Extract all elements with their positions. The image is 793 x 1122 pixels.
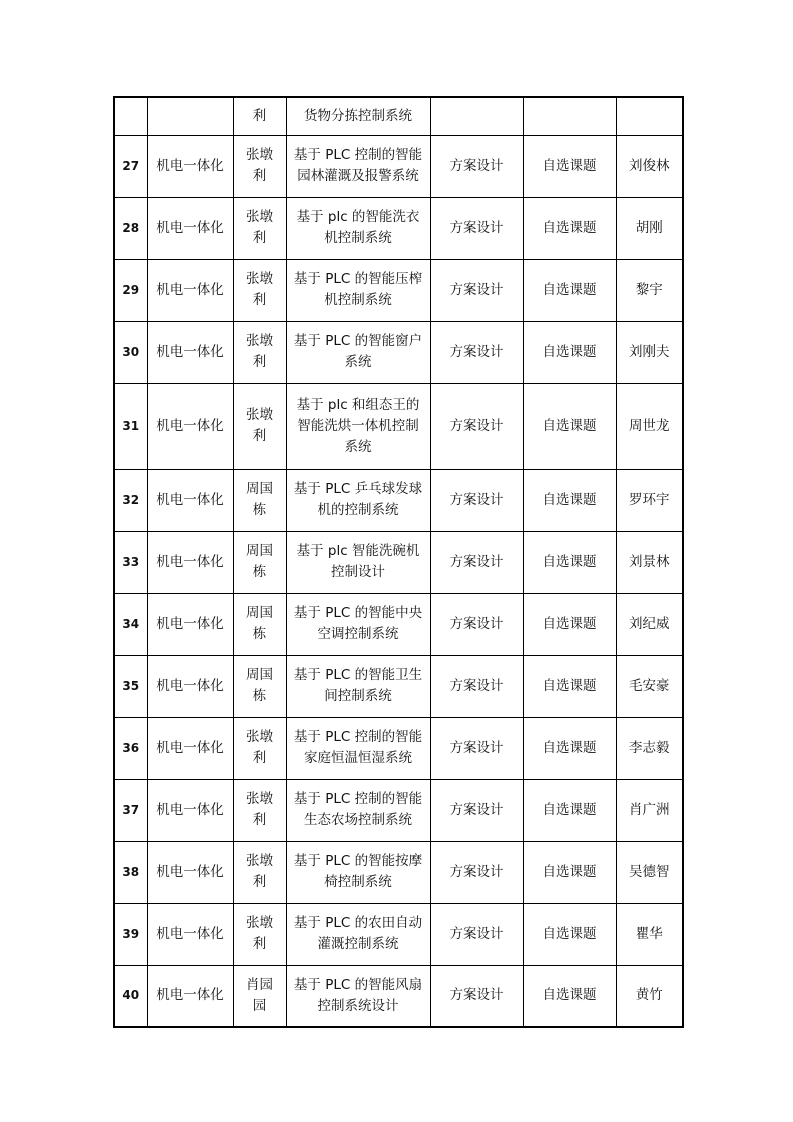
advisor-cell-line: 张墩 <box>246 729 273 745</box>
student-name-cell <box>616 97 683 135</box>
topic-source-cell: 自选课题 <box>523 655 616 717</box>
advisor-cell <box>233 903 286 965</box>
topic-type-cell: 方案设计 <box>430 259 523 321</box>
topic-type-cell: 方案设计 <box>430 841 523 903</box>
topic-title-cell-line: 基于 plc 的智能洗衣 <box>296 209 420 225</box>
topic-title-cell-line: 基于 plc 和组态王的 <box>296 396 420 413</box>
table-row <box>114 903 683 965</box>
major-cell <box>147 97 233 135</box>
topic-source-cell: 自选课题 <box>523 531 616 593</box>
topic-title-cell-line: 系统 <box>344 354 372 370</box>
topic-source-cell: 自选课题 <box>523 903 616 965</box>
student-name-cell: 肖广洲 <box>616 779 683 841</box>
topic-title-cell-line: 机控制系统 <box>324 230 392 246</box>
topic-source-cell: 自选课题 <box>523 965 616 1027</box>
advisor-cell <box>233 97 286 135</box>
topic-title-cell-line: 控制设计 <box>331 564 385 580</box>
advisor-cell <box>233 135 286 197</box>
topic-title-cell <box>286 321 430 383</box>
student-name-cell: 毛安豪 <box>616 655 683 717</box>
row-number-cell: 34 <box>114 593 147 655</box>
topic-title-cell-line: 系统 <box>344 438 372 455</box>
table-row <box>114 383 683 469</box>
row-number-cell: 30 <box>114 321 147 383</box>
major-cell: 机电一体化 <box>147 135 233 197</box>
topic-title-cell <box>286 197 430 259</box>
topic-source-cell: 自选课题 <box>523 779 616 841</box>
advisor-cell-line: 利 <box>252 812 267 828</box>
topic-title-cell-line: 智能洗烘一体机控制 <box>297 417 419 434</box>
major-cell: 机电一体化 <box>147 655 233 717</box>
topic-title-cell-line: 生态农场控制系统 <box>304 812 412 828</box>
advisor-cell <box>233 655 286 717</box>
topic-title-cell-line: 基于 PLC 的智能按摩 <box>293 853 423 869</box>
advisor-cell <box>233 383 286 469</box>
table-row <box>114 321 683 383</box>
topic-title-cell-line: 灌溉控制系统 <box>317 936 399 952</box>
topic-source-cell: 自选课题 <box>523 135 616 197</box>
student-name-cell: 刘俊林 <box>616 135 683 197</box>
topic-title-cell-line: 间控制系统 <box>324 688 392 704</box>
topic-source-cell: 自选课题 <box>523 321 616 383</box>
topic-title-cell-line: 园林灌溉及报警系统 <box>297 168 419 184</box>
topic-title-cell-line: 基于 PLC 控制的智能 <box>293 729 423 745</box>
major-cell: 机电一体化 <box>147 841 233 903</box>
topic-source-cell: 自选课题 <box>523 259 616 321</box>
major-cell: 机电一体化 <box>147 383 233 469</box>
topic-title-cell <box>286 531 430 593</box>
advisor-cell-line: 张墩 <box>246 853 273 869</box>
row-number-cell: 27 <box>114 135 147 197</box>
topic-title-cell-line: 货物分拣控制系统 <box>304 107 412 124</box>
topic-title-cell-line: 基于 PLC 控制的智能 <box>293 147 423 163</box>
topic-title-cell-line: 基于 PLC 控制的智能 <box>293 791 423 807</box>
topic-type-cell <box>430 97 523 135</box>
topic-title-cell-line: 机的控制系统 <box>317 502 399 518</box>
advisor-cell-line: 肖园 <box>246 976 273 993</box>
student-name-cell: 胡刚 <box>616 197 683 259</box>
major-cell: 机电一体化 <box>147 259 233 321</box>
advisor-cell-line: 张墩 <box>246 407 273 423</box>
topic-type-cell: 方案设计 <box>430 903 523 965</box>
advisor-cell-line: 周国 <box>246 667 273 683</box>
advisor-cell-line: 栋 <box>252 688 267 704</box>
advisor-cell-line: 张墩 <box>246 791 273 807</box>
table-row <box>114 717 683 779</box>
student-name-cell: 李志毅 <box>616 717 683 779</box>
row-number-cell: 32 <box>114 469 147 531</box>
table-row <box>114 259 683 321</box>
row-number-cell: 40 <box>114 965 147 1027</box>
major-cell: 机电一体化 <box>147 903 233 965</box>
advisor-cell-line: 利 <box>252 750 267 766</box>
advisor-cell <box>233 779 286 841</box>
topic-title-cell <box>286 903 430 965</box>
student-name-cell: 黎宇 <box>616 259 683 321</box>
advisor-cell <box>233 469 286 531</box>
major-cell: 机电一体化 <box>147 469 233 531</box>
topic-table <box>113 96 684 1028</box>
advisor-cell-line: 张墩 <box>246 271 273 287</box>
advisor-cell-line: 利 <box>252 292 267 308</box>
table-row <box>114 135 683 197</box>
topic-title-cell-line: 基于 PLC 的农田自动 <box>293 915 423 931</box>
topic-type-cell: 方案设计 <box>430 965 523 1027</box>
row-number-cell: 29 <box>114 259 147 321</box>
advisor-cell-line: 利 <box>252 168 267 184</box>
topic-source-cell: 自选课题 <box>523 593 616 655</box>
table-row <box>114 779 683 841</box>
advisor-cell-line: 周国 <box>246 605 273 621</box>
row-number-cell: 35 <box>114 655 147 717</box>
major-cell: 机电一体化 <box>147 197 233 259</box>
row-number-cell: 36 <box>114 717 147 779</box>
row-number-cell <box>114 97 147 135</box>
topic-title-cell <box>286 655 430 717</box>
student-name-cell: 刘刚夫 <box>616 321 683 383</box>
table-row <box>114 593 683 655</box>
topic-title-cell <box>286 469 430 531</box>
table-row <box>114 655 683 717</box>
advisor-cell-line: 周国 <box>246 543 273 559</box>
topic-source-cell: 自选课题 <box>523 469 616 531</box>
advisor-cell-line: 栋 <box>252 564 267 580</box>
advisor-cell <box>233 259 286 321</box>
topic-type-cell: 方案设计 <box>430 531 523 593</box>
table-row <box>114 841 683 903</box>
student-name-cell: 刘景林 <box>616 531 683 593</box>
table-body <box>114 97 683 1027</box>
topic-title-cell-line: 基于 PLC 的智能压榨 <box>293 271 423 287</box>
topic-title-cell <box>286 259 430 321</box>
major-cell: 机电一体化 <box>147 531 233 593</box>
student-name-cell: 周世龙 <box>616 383 683 469</box>
topic-title-cell-line: 椅控制系统 <box>324 874 392 890</box>
topic-type-cell: 方案设计 <box>430 135 523 197</box>
advisor-cell-line: 栋 <box>252 626 267 642</box>
topic-type-cell: 方案设计 <box>430 779 523 841</box>
row-number-cell: 33 <box>114 531 147 593</box>
advisor-cell-line: 张墩 <box>246 915 273 931</box>
advisor-cell-line: 利 <box>252 428 267 444</box>
topic-type-cell: 方案设计 <box>430 197 523 259</box>
student-name-cell: 黄竹 <box>616 965 683 1027</box>
advisor-cell <box>233 965 286 1027</box>
topic-type-cell: 方案设计 <box>430 717 523 779</box>
topic-source-cell: 自选课题 <box>523 383 616 469</box>
row-number-cell: 38 <box>114 841 147 903</box>
table-row <box>114 97 683 135</box>
row-number-cell: 31 <box>114 383 147 469</box>
topic-title-cell-line: 基于 PLC 的智能卫生 <box>293 667 423 683</box>
advisor-cell-line: 利 <box>252 107 267 124</box>
advisor-cell <box>233 717 286 779</box>
topic-title-cell <box>286 965 430 1027</box>
student-name-cell: 瞿华 <box>616 903 683 965</box>
topic-title-cell-line: 基于 PLC 的智能风扇 <box>293 976 423 993</box>
advisor-cell <box>233 197 286 259</box>
topic-source-cell: 自选课题 <box>523 197 616 259</box>
topic-title-cell <box>286 717 430 779</box>
advisor-cell <box>233 321 286 383</box>
advisor-cell-line: 张墩 <box>246 209 273 225</box>
topic-title-cell-line: 家庭恒温恒湿系统 <box>304 750 412 766</box>
table-row <box>114 197 683 259</box>
row-number-cell: 28 <box>114 197 147 259</box>
advisor-cell-line: 栋 <box>252 502 267 518</box>
row-number-cell: 39 <box>114 903 147 965</box>
major-cell: 机电一体化 <box>147 321 233 383</box>
topic-title-cell-line: 控制系统设计 <box>317 997 399 1014</box>
topic-title-cell <box>286 135 430 197</box>
table-row <box>114 965 683 1027</box>
topic-type-cell: 方案设计 <box>430 655 523 717</box>
topic-type-cell: 方案设计 <box>430 593 523 655</box>
major-cell: 机电一体化 <box>147 593 233 655</box>
advisor-cell-line: 利 <box>252 936 267 952</box>
topic-source-cell: 自选课题 <box>523 841 616 903</box>
student-name-cell: 刘纪威 <box>616 593 683 655</box>
topic-title-cell <box>286 383 430 469</box>
topic-title-cell <box>286 779 430 841</box>
advisor-cell-line: 张墩 <box>246 333 273 349</box>
student-name-cell: 罗环宇 <box>616 469 683 531</box>
major-cell: 机电一体化 <box>147 717 233 779</box>
topic-type-cell: 方案设计 <box>430 321 523 383</box>
topic-title-cell <box>286 97 430 135</box>
student-name-cell: 吴德智 <box>616 841 683 903</box>
topic-type-cell: 方案设计 <box>430 383 523 469</box>
topic-title-cell <box>286 841 430 903</box>
advisor-cell-line: 园 <box>252 997 267 1014</box>
topic-source-cell <box>523 97 616 135</box>
advisor-cell-line: 周国 <box>246 481 273 497</box>
advisor-cell-line: 利 <box>252 230 267 246</box>
topic-title-cell-line: 基于 PLC 的智能中央 <box>293 605 423 621</box>
topic-title-cell-line: 基于 plc 智能洗碗机 <box>296 543 420 559</box>
topic-title-cell-line: 基于 PLC 的智能窗户 <box>293 333 423 349</box>
row-number-cell: 37 <box>114 779 147 841</box>
advisor-cell-line: 张墩 <box>246 147 273 163</box>
table-row <box>114 531 683 593</box>
topic-title-cell <box>286 593 430 655</box>
topic-title-cell-line: 基于 PLC 乒乓球发球 <box>293 481 423 497</box>
advisor-cell <box>233 593 286 655</box>
topic-title-cell-line: 机控制系统 <box>324 292 392 308</box>
advisor-cell-line: 利 <box>252 354 267 370</box>
topic-title-cell-line: 空调控制系统 <box>317 626 399 642</box>
advisor-cell-line: 利 <box>252 874 267 890</box>
major-cell: 机电一体化 <box>147 779 233 841</box>
major-cell: 机电一体化 <box>147 965 233 1027</box>
advisor-cell <box>233 531 286 593</box>
advisor-cell <box>233 841 286 903</box>
topic-source-cell: 自选课题 <box>523 717 616 779</box>
topic-type-cell: 方案设计 <box>430 469 523 531</box>
table-row <box>114 469 683 531</box>
